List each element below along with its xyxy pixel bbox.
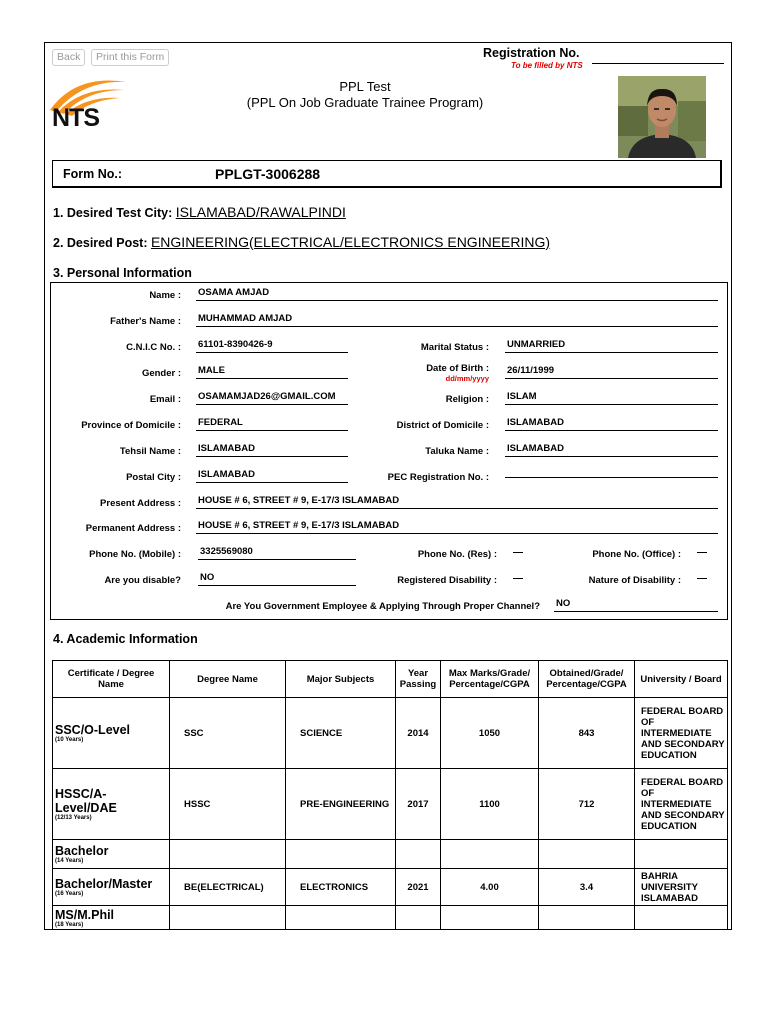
board-cell: FEDERAL BOARD OF INTERMEDIATE AND SECONDARY EDUCATION	[635, 769, 728, 840]
degree-cell	[170, 840, 286, 869]
col-max-marks: Max Marks/Grade/ Percentage/CGPA	[441, 661, 539, 698]
province-label: Province of Domicile :	[81, 420, 181, 431]
tehsil-value: ISLAMABAD	[196, 443, 348, 457]
res-phone-label: Phone No. (Res) :	[417, 549, 497, 560]
title-main: PPL Test	[339, 79, 391, 94]
degree-cell: BE(ELECTRICAL)	[170, 869, 286, 906]
personal-heading: 3. Personal Information	[53, 266, 192, 280]
nature-disability-value: —	[697, 573, 707, 584]
desired-post-row	[53, 234, 550, 250]
academic-table	[52, 660, 728, 930]
col-major-subjects: Major Subjects	[286, 661, 396, 698]
pec-label: PEC Registration No. :	[387, 472, 489, 483]
academic-heading: 4. Academic Information	[53, 632, 198, 646]
dob-label: Date of Birth :	[426, 363, 489, 374]
registration-note: To be filled by NTS	[511, 61, 583, 70]
year-cell	[396, 906, 441, 930]
present-address-label: Present Address :	[100, 498, 181, 509]
registered-disability-label: Registered Disability :	[397, 575, 497, 586]
col-degree-name: Degree Name	[170, 661, 286, 698]
degree-cell: SSC	[170, 698, 286, 769]
pec-value	[505, 464, 718, 478]
degree-cell	[170, 906, 286, 930]
year-cell: 2021	[396, 869, 441, 906]
major-cell: ELECTRONICS	[286, 869, 396, 906]
col-obtained: Obtained/Grade/ Percentage/CGPA	[539, 661, 635, 698]
mobile-value: 3325569080	[198, 546, 356, 560]
nature-disability-label: Nature of Disability :	[588, 575, 681, 586]
max-cell	[441, 906, 539, 930]
gender-label: Gender :	[141, 368, 181, 379]
cert-cell	[53, 698, 170, 769]
district-value: ISLAMABAD	[505, 417, 718, 431]
desired-post-label: 2. Desired Post:	[53, 236, 148, 250]
back-button[interactable]: Back	[52, 49, 85, 66]
cert-cell	[53, 840, 170, 869]
col-certificate: Certificate / Degree Name	[53, 661, 170, 698]
name-value: OSAMA AMJAD	[196, 287, 718, 301]
print-form-button[interactable]: Print this Form	[91, 49, 169, 66]
cert-years: (16 Years)	[55, 891, 84, 897]
year-cell	[396, 840, 441, 869]
mobile-label: Phone No. (Mobile) :	[89, 549, 181, 560]
obtained-cell	[539, 840, 635, 869]
academic-header-row	[53, 661, 728, 698]
cert-cell	[53, 869, 170, 906]
logo-text: NTS	[52, 104, 99, 132]
title-sub: (PPL On Job Graduate Trainee Program)	[246, 95, 484, 110]
major-cell: PRE-ENGINEERING	[286, 769, 396, 840]
obtained-cell	[539, 906, 635, 930]
max-cell: 4.00	[441, 869, 539, 906]
cert-name: MS/M.Phil	[55, 907, 115, 922]
cert-name: SSC/O-Level	[55, 723, 131, 737]
major-cell	[286, 906, 396, 930]
cert-name: HSSC/A-Level/DAE	[55, 787, 117, 815]
cert-years: (14 Years)	[55, 858, 84, 864]
max-cell	[441, 840, 539, 869]
taluka-value: ISLAMABAD	[505, 443, 718, 457]
present-address-value: HOUSE # 6, STREET # 9, E-17/3 ISLAMABAD	[196, 495, 718, 509]
father-value: MUHAMMAD AMJAD	[196, 313, 718, 327]
disable-label: Are you disable?	[104, 575, 181, 586]
religion-value: ISLAM	[505, 391, 718, 405]
obtained-cell: 712	[539, 769, 635, 840]
board-cell	[635, 840, 728, 869]
desired-city-value: ISLAMABAD/RAWALPINDI	[175, 204, 346, 220]
form-number-label: Form No.:	[63, 167, 123, 181]
permanent-address-label: Permanent Address :	[85, 523, 181, 534]
year-cell: 2014	[396, 698, 441, 769]
year-cell: 2017	[396, 769, 441, 840]
degree-cell: HSSC	[170, 769, 286, 840]
cnic-label: C.N.I.C No. :	[126, 342, 181, 353]
form-number-value: PPLGT-3006288	[215, 166, 321, 182]
marital-value: UNMARRIED	[505, 339, 718, 353]
max-cell: 1100	[441, 769, 539, 840]
table-row	[53, 698, 728, 769]
cnic-value: 61101-8390426-9	[196, 339, 348, 353]
postal-label: Postal City :	[126, 472, 181, 483]
cert-name: Bachelor/Master	[55, 877, 153, 891]
province-value: FEDERAL	[196, 417, 348, 431]
postal-value: ISLAMABAD	[196, 469, 348, 483]
gender-value: MALE	[196, 365, 348, 379]
gov-employee-label: Are You Government Employee & Applying Through Proper Channel?	[225, 601, 540, 612]
desired-post-value: ENGINEERING(ELECTRICAL/ELECTRONICS ENGINEERING)	[150, 234, 551, 250]
col-university: University / Board	[635, 661, 728, 698]
taluka-label: Taluka Name :	[425, 446, 489, 457]
major-cell: SCIENCE	[286, 698, 396, 769]
obtained-cell: 843	[539, 698, 635, 769]
marital-label: Marital Status :	[420, 342, 489, 353]
disable-value: NO	[198, 572, 356, 586]
registration-label: Registration No.	[483, 46, 580, 60]
religion-label: Religion :	[445, 394, 489, 405]
name-label: Name :	[149, 290, 181, 301]
table-row	[53, 906, 728, 930]
board-cell	[635, 906, 728, 930]
cert-name: Bachelor	[55, 844, 109, 858]
cert-years: (12/13 Years)	[55, 815, 92, 821]
res-phone-value: —	[513, 547, 523, 558]
board-cell: BAHRIA UNIVERSITY ISLAMABAD	[635, 869, 728, 906]
gov-employee-value: NO	[554, 598, 718, 612]
col-year-passing: Year Passing	[396, 661, 441, 698]
tehsil-label: Tehsil Name :	[119, 446, 181, 457]
email-label: Email :	[149, 394, 181, 405]
office-phone-value: —	[697, 547, 707, 558]
table-row	[53, 840, 728, 869]
email-value: OSAMAMJAD26@GMAIL.COM	[196, 391, 348, 405]
dob-value: 26/11/1999	[505, 365, 718, 379]
obtained-cell: 3.4	[539, 869, 635, 906]
cert-cell	[53, 906, 170, 930]
table-row	[53, 869, 728, 906]
form-number-box	[52, 160, 722, 188]
dob-format: dd/mm/yyyy	[445, 374, 489, 383]
table-row	[53, 769, 728, 840]
registered-disability-value: —	[513, 573, 523, 584]
cert-years: (18 Years)	[55, 921, 84, 928]
max-cell: 1050	[441, 698, 539, 769]
cert-years: (10 Years)	[55, 737, 84, 743]
nts-logo	[50, 76, 120, 132]
office-phone-label: Phone No. (Office) :	[592, 549, 681, 560]
applicant-photo	[618, 76, 706, 158]
desired-city-row	[53, 204, 346, 220]
registration-line	[592, 63, 724, 64]
major-cell	[286, 840, 396, 869]
cert-cell	[53, 769, 170, 840]
father-label: Father's Name :	[110, 316, 181, 327]
board-cell: FEDERAL BOARD OF INTERMEDIATE AND SECONDARY EDUCATION	[635, 698, 728, 769]
desired-city-label: 1. Desired Test City:	[53, 206, 173, 220]
district-label: District of Domicile :	[396, 420, 489, 431]
permanent-address-value: HOUSE # 6, STREET # 9, E-17/3 ISLAMABAD	[196, 520, 718, 534]
